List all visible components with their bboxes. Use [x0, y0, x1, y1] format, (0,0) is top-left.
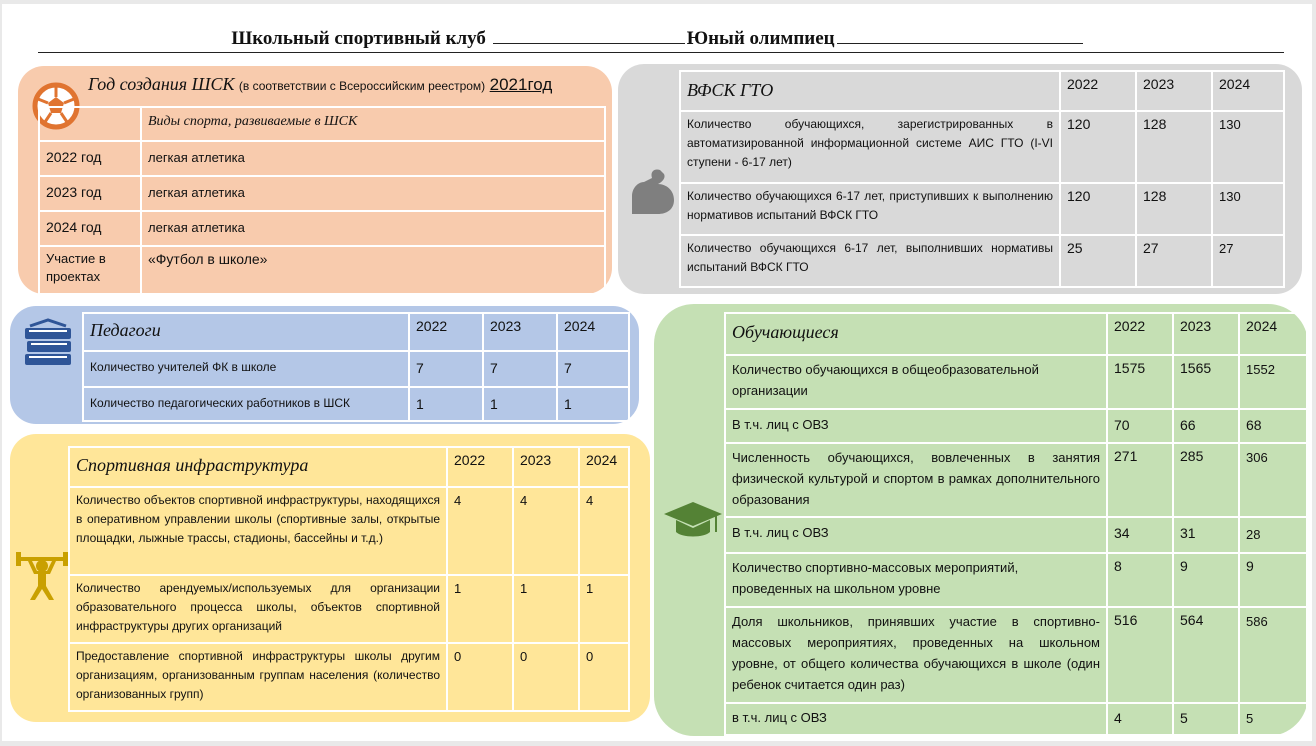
row-label: 2023 год [39, 176, 141, 211]
table-row [725, 355, 1307, 409]
table-row [83, 387, 629, 421]
table-row [680, 183, 1284, 235]
table-row [725, 443, 1307, 517]
table-row [39, 246, 605, 294]
row-value: легкая атлетика [141, 176, 605, 211]
infra-table [68, 446, 630, 712]
table-row [69, 643, 629, 711]
row-value: 7 [483, 351, 557, 387]
row-value: 25 [1060, 235, 1136, 287]
row-label: Количество обучающихся, зарегистрированных в автоматизированной информационной системе АИС ГТО (I-VI ступени - 6-17 лет) [680, 111, 1060, 183]
year-header: 2023 [1173, 313, 1239, 355]
row-value: 1552 [1239, 355, 1307, 409]
gto-title: ВФСК ГТО [680, 71, 1060, 111]
row-label: Численность обучающихся, вовлеченных в занятия физической культурой и спортом в рамках дополнительного образования [725, 443, 1107, 517]
row-label: 2024 год [39, 211, 141, 246]
row-value: 7 [409, 351, 483, 387]
row-label: Количество обучающихся 6-17 лет, приступивших к выполнению нормативов испытаний ВФСК ГТО [680, 183, 1060, 235]
row-label: Количество учителей ФК в школе [83, 351, 409, 387]
table-row [725, 517, 1307, 553]
row-value: 1565 [1173, 355, 1239, 409]
row-value: 8 [1107, 553, 1173, 607]
row-value: 9 [1239, 553, 1307, 607]
row-value: 285 [1173, 443, 1239, 517]
founding-title [88, 74, 552, 95]
projects-label: Участие в проектах [39, 246, 141, 294]
table-row [680, 235, 1284, 287]
teachers-title: Педагоги [83, 313, 409, 351]
row-value: 128 [1136, 111, 1212, 183]
row-value: 564 [1173, 607, 1239, 703]
row-label: Количество педагогических работников в ШСК [83, 387, 409, 421]
table-row [39, 176, 605, 211]
document-page [2, 4, 1312, 741]
empty-cell [39, 107, 141, 141]
row-value: 306 [1239, 443, 1307, 517]
row-label: В т.ч. лиц с ОВЗ [725, 409, 1107, 443]
row-label: Количество обучающихся в общеобразовательной организации [725, 355, 1107, 409]
year-header: 2024 [1239, 313, 1307, 355]
row-value: 27 [1212, 235, 1284, 287]
row-label: 2022 год [39, 141, 141, 176]
infra-title: Спортивная инфраструктура [69, 447, 447, 487]
table-row [83, 351, 629, 387]
weightlifter-icon [14, 544, 70, 602]
row-value: 9 [1173, 553, 1239, 607]
table-row [725, 703, 1307, 735]
row-label: Предоставление спортивной инфраструктуры школы другим организациям, организованным группам населения (количество организованных групп) [69, 643, 447, 711]
row-value: 1 [447, 575, 513, 643]
blank-line [837, 26, 1083, 44]
year-header: 2022 [1107, 313, 1173, 355]
graduation-cap-icon [662, 498, 724, 540]
row-value: 120 [1060, 183, 1136, 235]
row-value: 4 [513, 487, 579, 575]
row-value: 516 [1107, 607, 1173, 703]
header-rule [38, 52, 1284, 53]
year-header: 2024 [579, 447, 629, 487]
students-title: Обучающиеся [725, 313, 1107, 355]
projects-value: «Футбол в школе» [141, 246, 605, 294]
row-value: 1575 [1107, 355, 1173, 409]
row-label: Количество объектов спортивной инфраструктуры, находящихся в оперативном управлении школы (спортивные залы, открытые площадки, лыжные трассы, стадионы, бассейны и т.д.) [69, 487, 447, 575]
row-value: 7 [557, 351, 629, 387]
year-header: 2024 [1212, 71, 1284, 111]
row-label: В т.ч. лиц с ОВЗ [725, 517, 1107, 553]
row-label: Количество обучающихся 6-17 лет, выполнивших нормативы испытаний ВФСК ГТО [680, 235, 1060, 287]
sports-header: Виды спорта, развиваемые в ШСК [141, 107, 605, 141]
row-value: 4 [447, 487, 513, 575]
founding-table [38, 106, 606, 295]
teachers-table [82, 312, 630, 422]
row-value: легкая атлетика [141, 211, 605, 246]
founding-year: 2021год [489, 75, 553, 94]
students-table [724, 312, 1308, 736]
row-value: легкая атлетика [141, 141, 605, 176]
row-label: Количество арендуемых/используемых для организации образовательного процесса школы, объектов спортивной инфраструктуры других организаций [69, 575, 447, 643]
row-value: 5 [1173, 703, 1239, 735]
year-header: 2023 [483, 313, 557, 351]
row-value: 68 [1239, 409, 1307, 443]
row-value: 4 [579, 487, 629, 575]
page-header [2, 26, 1312, 50]
year-header: 2022 [1060, 71, 1136, 111]
row-value: 4 [1107, 703, 1173, 735]
row-label: Доля школьников, принявших участие в спортивно-массовых мероприятиях, проведенных на школьном уровне, от общего количества обучающихся в школе (один ребенок считается один раз) [725, 607, 1107, 703]
books-icon [22, 318, 74, 368]
table-row [39, 141, 605, 176]
row-value: 5 [1239, 703, 1307, 735]
row-value: 120 [1060, 111, 1136, 183]
gto-table [679, 70, 1285, 288]
row-value: 31 [1173, 517, 1239, 553]
flexed-arm-icon [628, 164, 676, 216]
row-value: 1 [557, 387, 629, 421]
year-header: 2022 [409, 313, 483, 351]
year-header: 2024 [557, 313, 629, 351]
table-row [69, 575, 629, 643]
founding-title-text: Год создания ШСК [88, 74, 235, 94]
row-value: 130 [1212, 183, 1284, 235]
row-value: 130 [1212, 111, 1284, 183]
row-label: в т.ч. лиц с ОВЗ [725, 703, 1107, 735]
club-label: Школьный спортивный клуб [231, 28, 486, 49]
row-value: 586 [1239, 607, 1307, 703]
table-row [39, 211, 605, 246]
founding-note: (в соответствии с Всероссийским реестром) [238, 79, 486, 93]
row-value: 28 [1239, 517, 1307, 553]
row-value: 271 [1107, 443, 1173, 517]
row-value: 1 [409, 387, 483, 421]
table-row [725, 553, 1307, 607]
row-value: 34 [1107, 517, 1173, 553]
row-value: 1 [483, 387, 557, 421]
year-header: 2023 [1136, 71, 1212, 111]
row-value: 1 [513, 575, 579, 643]
row-value: 0 [513, 643, 579, 711]
row-value: 70 [1107, 409, 1173, 443]
table-row [680, 111, 1284, 183]
row-value: 0 [579, 643, 629, 711]
year-header: 2022 [447, 447, 513, 487]
blank-line [493, 26, 685, 44]
club-name: Юный олимпиец [686, 28, 835, 49]
row-value: 1 [579, 575, 629, 643]
row-value: 128 [1136, 183, 1212, 235]
row-value: 0 [447, 643, 513, 711]
table-row [69, 487, 629, 575]
row-value: 66 [1173, 409, 1239, 443]
table-row [725, 409, 1307, 443]
row-value: 27 [1136, 235, 1212, 287]
table-row [725, 607, 1307, 703]
row-label: Количество спортивно-массовых мероприятий, проведенных на школьном уровне [725, 553, 1107, 607]
year-header: 2023 [513, 447, 579, 487]
